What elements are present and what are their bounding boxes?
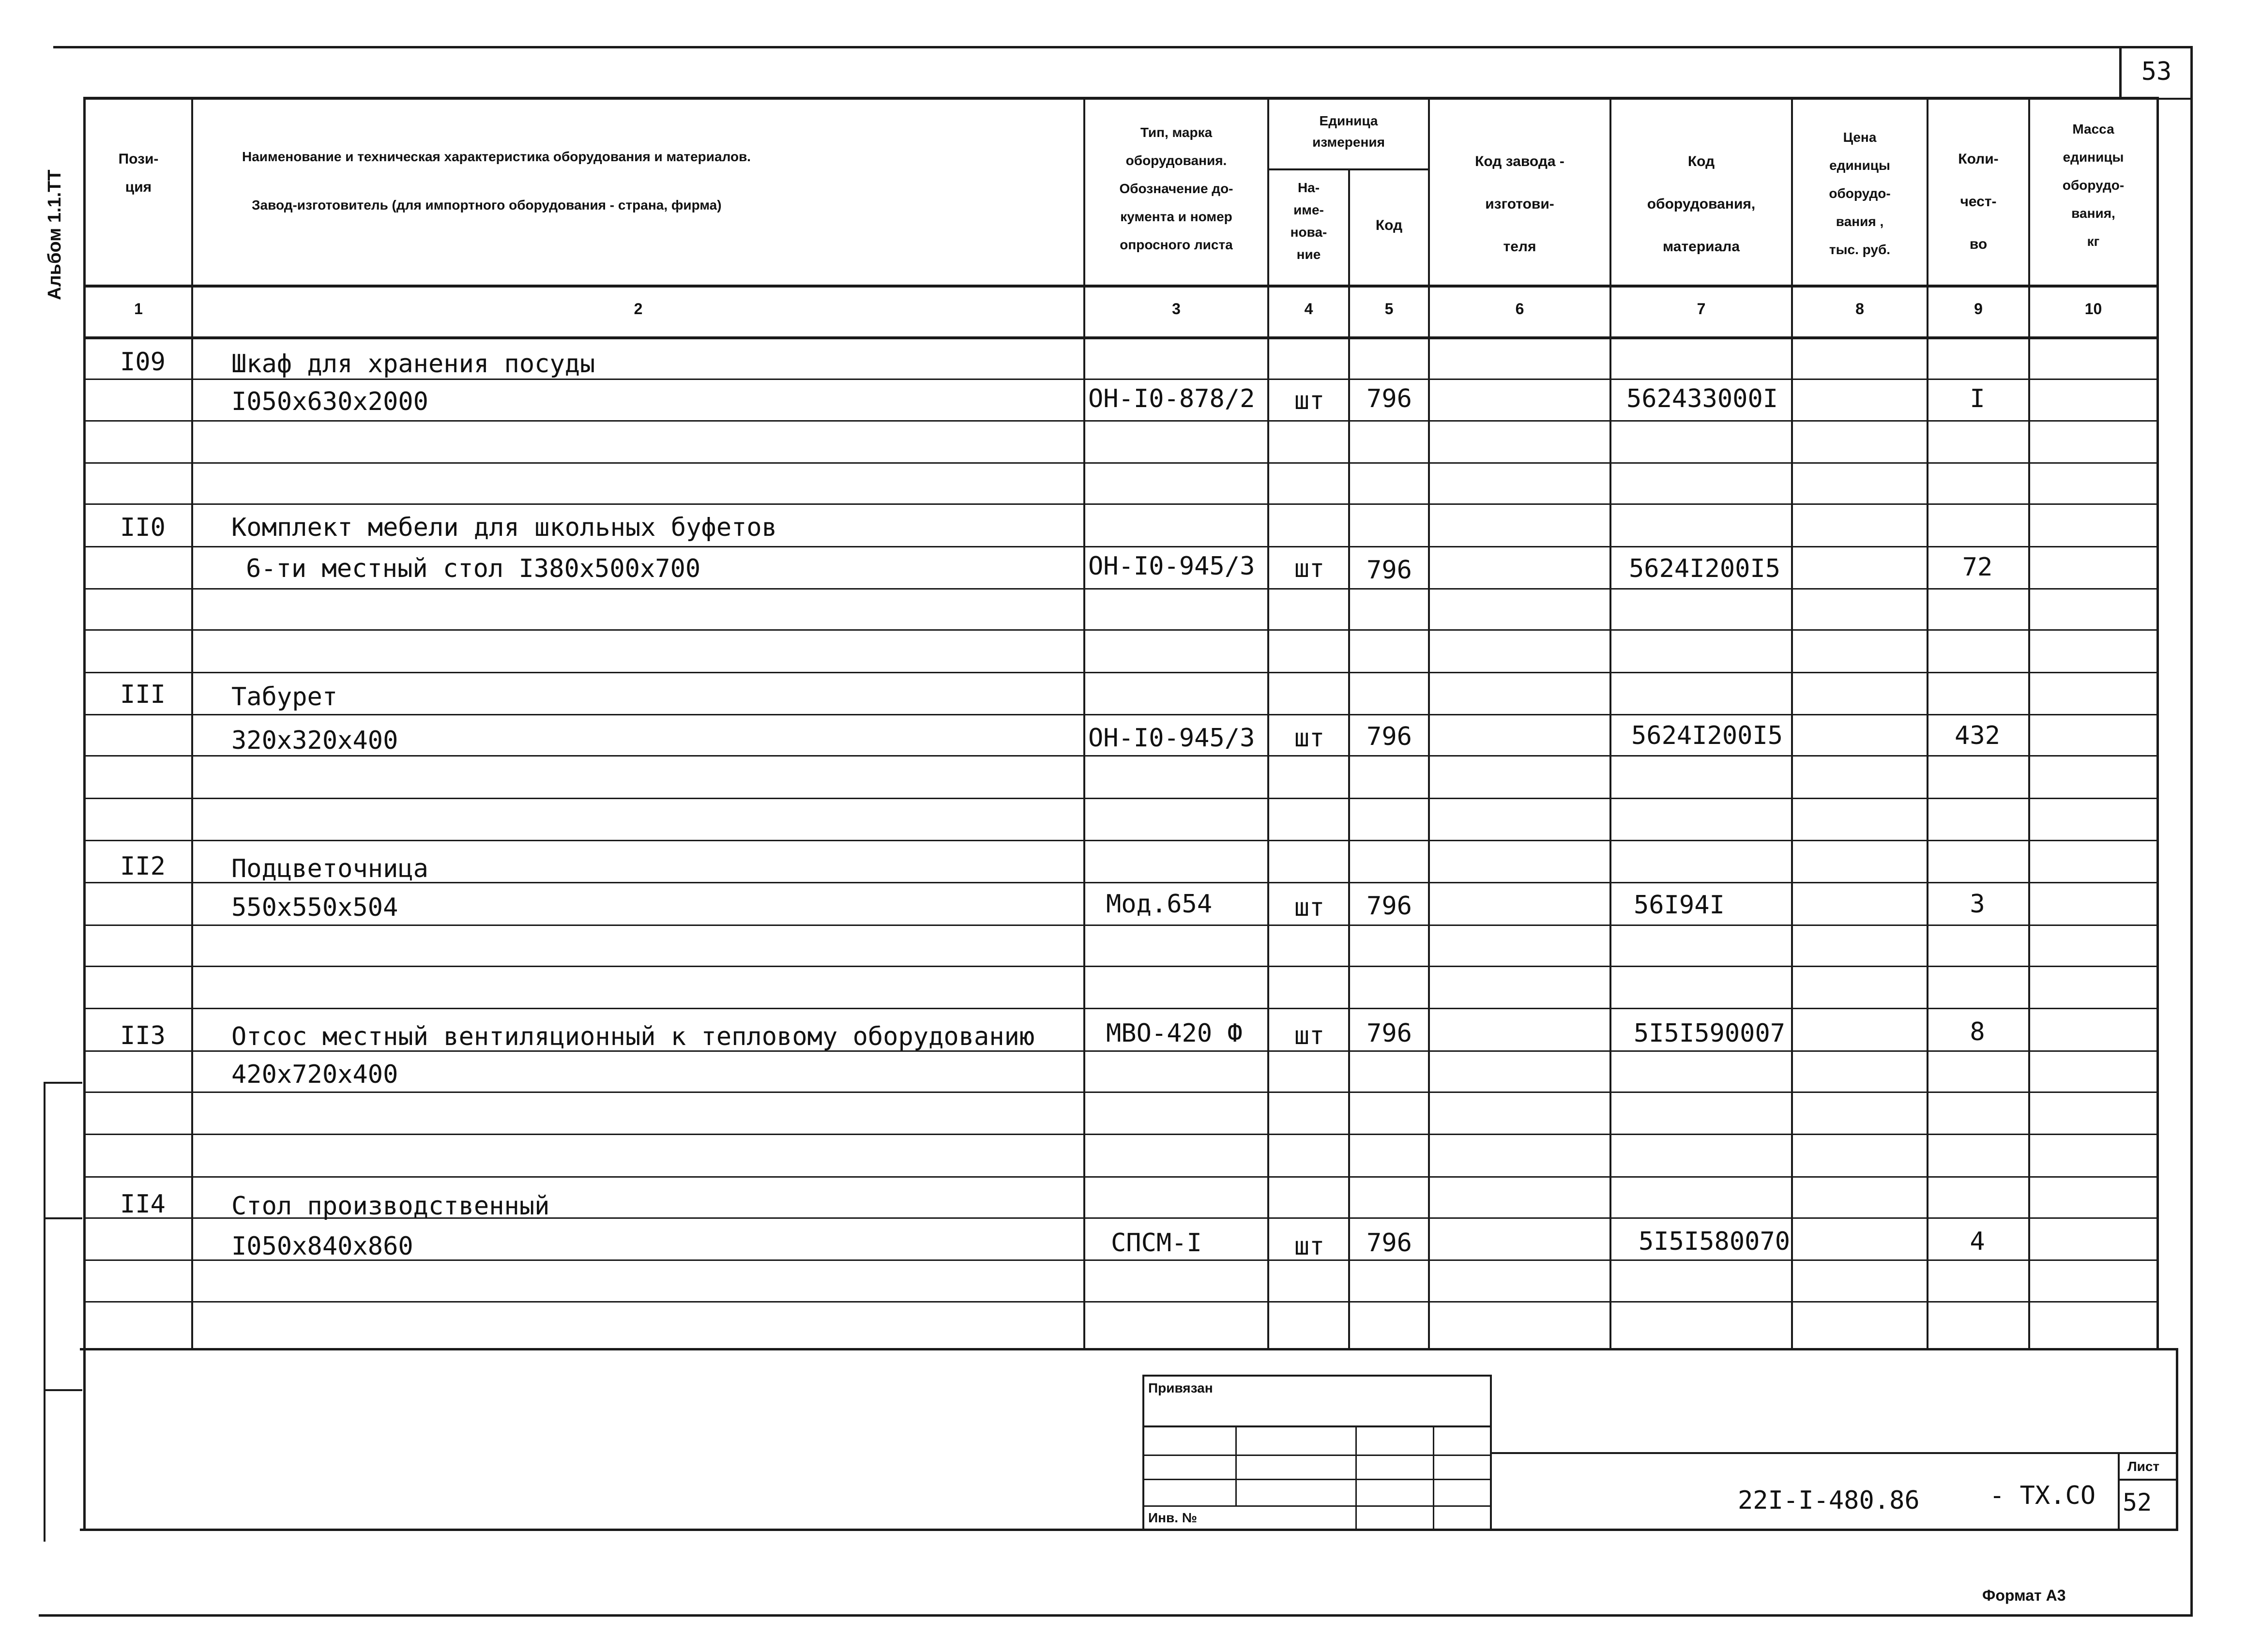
row-type: ОН-I0-945/3 [1088,724,1255,753]
row-unit-code: 796 [1366,722,1412,751]
row-unit-code: 796 [1366,1228,1412,1258]
row-equipment-code: 5624I200I5 [1631,721,1783,750]
header-unit-code: Код [1375,217,1403,233]
row-name: Подцветочница [231,854,428,883]
row-name-dimensions: 550x550x504 [231,893,398,922]
row-type: ОН-I0-878/2 [1088,384,1255,413]
col-num-6: 6 [1515,300,1524,318]
row-type: ОН-I0-945/3 [1088,552,1255,581]
row-position: II2 [120,852,166,881]
header-type: Тип, марка оборудования. Обозначение до- кумента и номер опросного листа [1119,125,1233,252]
row-type: СПСМ-I [1111,1228,1202,1258]
row-unit: шт [1294,893,1325,922]
row-unit: шт [1294,1021,1325,1050]
row-position: I09 [120,348,166,377]
row-position: II4 [120,1190,166,1219]
header-name-line2: Завод-изготовитель (для импортного оборудования - страна, фирма) [252,197,722,212]
row-name-dimensions: I050x840x860 [231,1232,413,1261]
header-position: Пози- ция [118,151,159,195]
document-suffix: - ТХ.СО [1989,1481,2096,1510]
row-name-dimensions: 420x720x400 [231,1060,398,1089]
sheet-number: 52 [2123,1488,2152,1516]
row-name: Отсос местный вентиляционный к тепловому оборудованию [231,1022,1035,1051]
row-type: Мод.654 [1106,890,1213,919]
header-unit-name: На- име- нова- ние [1290,180,1327,262]
format-label: Формат А3 [1982,1587,2066,1604]
col-num-5: 5 [1384,300,1394,318]
col-num-7: 7 [1697,300,1706,318]
header-name-line1: Наименование и техническая характеристика оборудования и материалов. [242,149,751,164]
row-name: Комплект мебели для школьных буфетов [231,513,777,542]
row-unit-code: 796 [1366,556,1412,585]
row-unit: шт [1294,386,1325,415]
row-unit: шт [1294,724,1325,753]
col-num-10: 10 [2084,300,2102,318]
row-name-dimensions: 320x320x400 [231,726,398,755]
row-equipment-code: 5I5I590007 [1634,1019,1786,1048]
row-name-dimensions: 6-ти местный стол I380x500x700 [246,554,701,583]
row-quantity: 4 [1970,1227,1985,1256]
col-num-4: 4 [1304,300,1313,318]
row-equipment-code: 56I94I [1634,891,1725,920]
header-mass: Масса единицы оборудо- вания, кг [2062,121,2125,249]
row-name: Стол производственный [231,1192,550,1221]
row-unit: шт [1294,1232,1325,1261]
row-quantity: 432 [1955,721,2000,750]
header-quantity: Коли- чест- во [1958,151,1999,252]
row-quantity: 3 [1970,890,1985,919]
row-equipment-code: 562433000I [1626,384,1778,413]
row-quantity: 72 [1962,553,1993,582]
row-name: Шкаф для хранения посуды [231,349,595,379]
row-unit-code: 796 [1366,892,1412,921]
row-unit-code: 796 [1366,1019,1412,1048]
sheet-label: Лист [2127,1459,2160,1474]
col-num-3: 3 [1172,300,1181,318]
header-factory-code: Код завода - изготови- теля [1475,153,1564,255]
header-price: Цена единицы оборудо- вания , тыс. руб. [1829,130,1891,257]
row-quantity: I [1970,384,1985,413]
row-position: III [120,680,166,709]
row-unit: шт [1294,554,1325,583]
privyazan-label: Привязан [1148,1380,1213,1395]
col-num-1: 1 [134,300,143,318]
row-name-dimensions: I050x630x2000 [231,387,428,416]
header-equipment-code: Код оборудования, материала [1647,153,1756,255]
row-quantity: 8 [1970,1017,1985,1046]
row-unit-code: 796 [1366,384,1412,413]
side-label: Альбом 1.1.ТТ [45,169,65,300]
header-unit-group: Единица измерения [1312,113,1385,150]
col-num-2: 2 [634,300,643,318]
col-num-9: 9 [1974,300,1983,318]
page-number: 53 [2141,57,2172,86]
row-position: II3 [120,1021,166,1050]
row-name: Табурет [231,682,338,712]
document-code: 22I-I-480.86 [1738,1486,1920,1515]
row-equipment-code: 5624I200I5 [1629,554,1781,583]
row-position: II0 [120,513,166,542]
inv-no-label: Инв. № [1148,1510,1198,1525]
col-num-8: 8 [1855,300,1864,318]
row-equipment-code: 5I5I580070 [1639,1227,1791,1256]
row-type: МВО-420 Ф [1106,1019,1243,1048]
